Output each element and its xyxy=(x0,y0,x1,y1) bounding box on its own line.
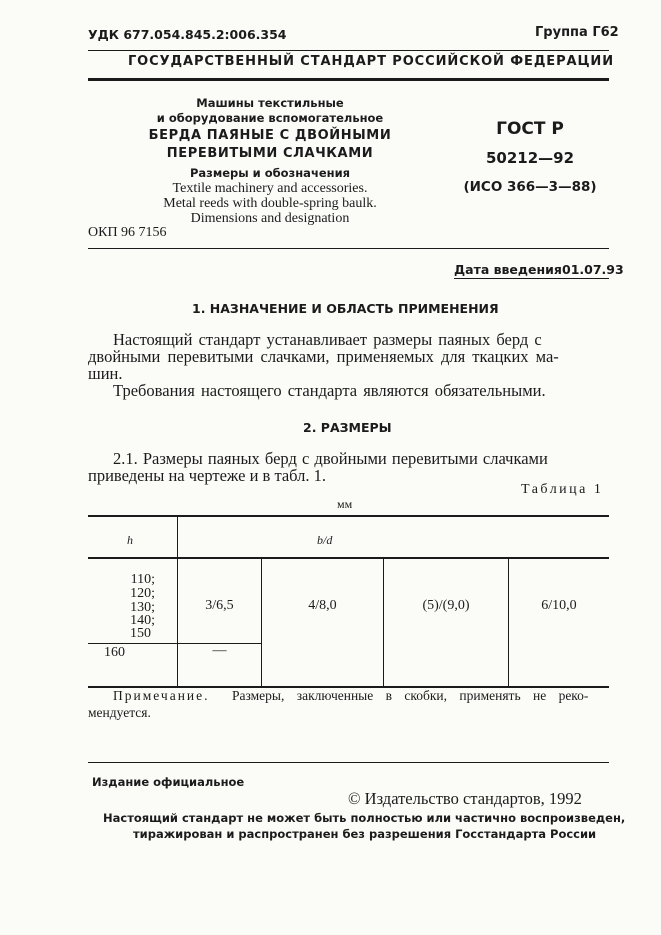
section1-paragraph-line1: Настоящий стандарт устанавливает размеры паяных берд с xyxy=(113,330,542,349)
section1-paragraph-line3: шин. xyxy=(88,364,123,383)
table-cell-bd-3: (5)/(9,0) xyxy=(422,598,470,613)
intro-date-label: Дата введения xyxy=(454,262,562,277)
iso-reference: (ИСО 366—3—88) xyxy=(463,179,597,195)
table-col-divider-2 xyxy=(261,559,262,686)
category-line2: и оборудование вспомогательное xyxy=(156,111,384,125)
note-line2: мендуется. xyxy=(88,705,151,720)
table-cell-h-160: 160 xyxy=(104,645,125,660)
header-rule-top xyxy=(88,50,609,51)
okp-code: ОКП 96 7156 xyxy=(88,225,167,240)
table-cell-h-120: 120; xyxy=(130,586,155,601)
table-cell-h-140: 140; xyxy=(130,613,155,628)
table-header-bottom-border xyxy=(88,557,609,559)
state-standard-heading: ГОСУДАРСТВЕННЫЙ СТАНДАРТ РОССИЙСКОЙ ФЕДЕРАЦИИ xyxy=(128,54,614,69)
section2-heading: 2. РАЗМЕРЫ xyxy=(303,420,392,435)
title-block-rule xyxy=(88,248,609,249)
table-unit: мм xyxy=(337,497,353,511)
table-col-divider-1 xyxy=(177,559,178,686)
gost-number: 50212—92 xyxy=(485,149,575,167)
intro-date-value: 01.07.93 xyxy=(562,262,624,277)
english-title-line2: Metal reeds with double-spring baulk. xyxy=(163,196,377,211)
english-title-line3: Dimensions and designation xyxy=(190,211,350,226)
table-header-divider xyxy=(177,517,178,557)
table-cell-bd-4: 6/10,0 xyxy=(541,598,577,613)
gost-label: ГОСТ Р xyxy=(496,119,564,139)
table-cell-dash: — xyxy=(212,643,227,658)
copyright: © Издательство стандартов, 1992 xyxy=(348,789,582,808)
header-rule-thick xyxy=(88,78,609,81)
title-line2: ПЕРЕВИТЫМИ СЛАЧКАМИ xyxy=(166,146,374,161)
table-cell-bd-2: 4/8,0 xyxy=(308,598,337,613)
note-label: Примечание. xyxy=(113,688,210,703)
table-cell-bd-1: 3/6,5 xyxy=(205,598,234,613)
section1-paragraph2: Требования настоящего стандарта являются обязательными. xyxy=(113,381,546,400)
group-code: Группа Г62 xyxy=(535,25,619,40)
table-cell-h-150: 150 xyxy=(130,626,151,641)
section1-heading: 1. НАЗНАЧЕНИЕ И ОБЛАСТЬ ПРИМЕНЕНИЯ xyxy=(192,301,499,316)
table-cell-h-130: 130; xyxy=(130,600,155,615)
table-caption: Таблица 1 xyxy=(521,482,604,497)
rights-line1: Настоящий стандарт не может быть полностью или частично воспроизведен, xyxy=(103,811,626,825)
table-col-divider-4 xyxy=(508,559,509,686)
english-title-line1: Textile machinery and accessories. xyxy=(172,181,368,196)
section2-paragraph-line2: приведены на чертеже и в табл. 1. xyxy=(88,466,327,485)
table-cell-h-110: 110; xyxy=(130,572,155,587)
section1-paragraph-line2: двойными перевитыми слачками, применяемых для ткацких ма- xyxy=(88,347,559,366)
table-top-border xyxy=(88,515,609,517)
table-header-h: h xyxy=(127,533,133,547)
udk-code: УДК 677.054.845.2:006.354 xyxy=(88,27,287,42)
table-header-bd: b/d xyxy=(317,533,333,547)
section2-paragraph-line1: 2.1. Размеры паяных берд с двойными перевитыми слачками xyxy=(113,449,548,468)
title-line1: БЕРДА ПАЯНЫЕ С ДВОЙНЫМИ xyxy=(148,128,392,143)
rights-line2: тиражирован и распространен без разрешения Госстандарта России xyxy=(133,827,597,841)
table-col-divider-3 xyxy=(383,559,384,686)
intro-date-underline xyxy=(454,278,609,279)
footer-rule xyxy=(88,762,609,763)
note-line1: Размеры, заключенные в скобки, применять не реко- xyxy=(232,688,589,703)
official-edition: Издание официальное xyxy=(92,775,245,789)
subtitle: Размеры и обозначения xyxy=(189,166,351,180)
category-line1: Машины текстильные xyxy=(196,96,344,110)
